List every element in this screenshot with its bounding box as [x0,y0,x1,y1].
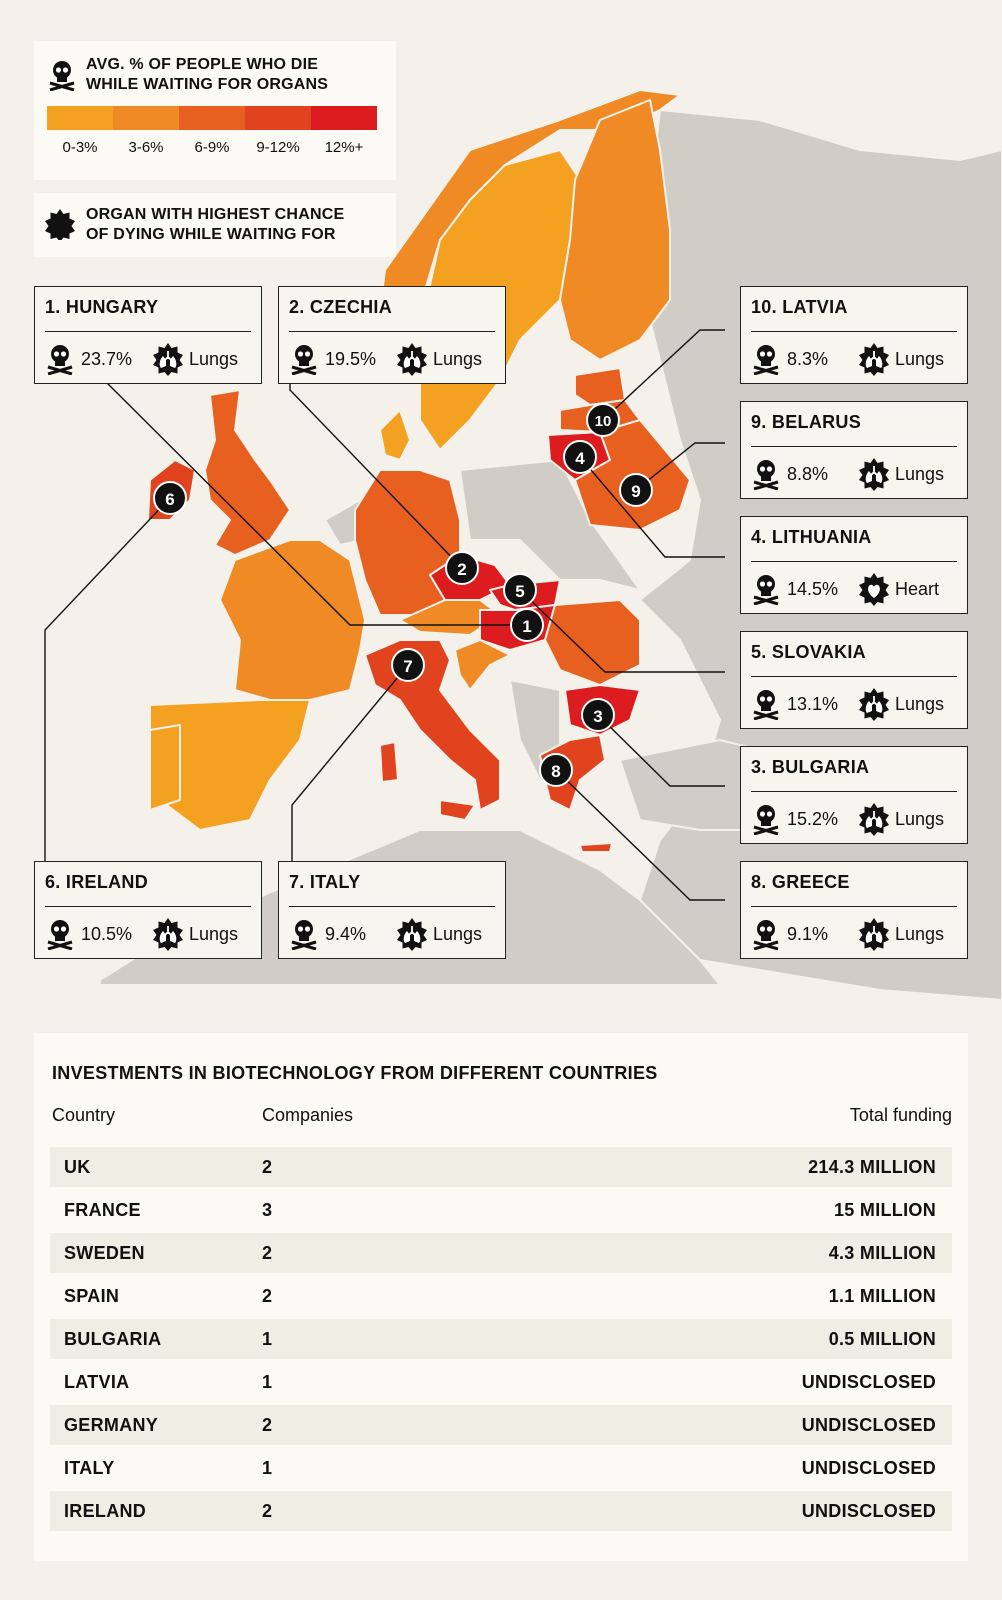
card-title: 8. GREECE [751,872,850,892]
cell-companies: 2 [262,1286,273,1306]
map-marker-5: 5 [503,573,537,607]
denmark [380,410,410,460]
card-percent: 10.5% [81,924,133,944]
header-funding: Total funding [849,1105,952,1125]
portugal [150,725,180,810]
organ-badge-icon [44,208,76,240]
legend-scale-label: 0-3% [62,139,98,156]
finland [560,100,670,360]
card-divider [751,906,957,907]
cell-funding: 214.3 MILLION [808,1157,936,1177]
cell-funding: UNDISCLOSED [801,1372,936,1392]
lungs-icon [396,343,428,382]
legend-organ-line1: ORGAN WITH HIGHEST CHANCE [86,206,345,223]
card-organ: Lungs [895,924,945,944]
table-row [50,1405,952,1445]
legend-scale-swatch [245,106,311,130]
legend-organ-title [86,205,344,245]
cell-country: LATVIA [64,1372,130,1392]
country-card [34,861,262,959]
header-country: Country [52,1105,116,1125]
skull-crossbones-icon [47,59,77,91]
card-divider [751,676,957,677]
card-title: 4. LITHUANIA [751,527,872,547]
country-card [740,861,968,959]
legend-scale-swatch [311,106,377,130]
france [220,540,365,700]
legend-title-line1: AVG. % OF PEOPLE WHO DIE [86,56,319,73]
country-card [740,516,968,614]
legend-scale-swatch [113,106,179,130]
legend-organ-line2: OF DYING WHILE WAITING FOR [86,226,336,243]
cell-country: IRELAND [64,1501,147,1521]
estonia [575,368,625,405]
cell-country: UK [64,1157,91,1177]
table-row [50,1147,952,1187]
card-title: 2. CZECHIA [289,297,393,317]
skull-crossbones-icon [45,918,75,955]
lungs-icon [396,918,428,957]
card-title: 7. ITALY [289,872,361,892]
map-marker-2: 2 [445,551,479,585]
card-divider [45,331,251,332]
cell-companies: 1 [262,1458,273,1478]
lungs-icon [152,343,184,382]
card-organ: Lungs [895,349,945,369]
country-card [740,401,968,499]
map-marker-7: 7 [391,648,425,682]
card-percent: 15.2% [787,809,839,829]
skull-crossbones-icon [751,918,781,955]
cell-companies: 1 [262,1372,273,1392]
lungs-icon [858,803,890,842]
cell-funding: 15 MILLION [833,1200,936,1220]
legend-scale-label: 3-6% [128,139,164,156]
card-title: 6. IRELAND [45,872,149,892]
legend-scale-label: 12%+ [324,139,364,156]
card-organ: Lungs [433,349,483,369]
card-divider [289,906,495,907]
card-organ: Lungs [189,349,239,369]
map-marker-4: 4 [563,440,597,474]
legend-death-rate [34,41,396,180]
table-row [50,1491,952,1531]
sicily [440,800,475,820]
card-percent: 8.8% [787,464,829,484]
country-card [740,746,968,844]
table-row [50,1276,952,1316]
country-card [740,631,968,729]
legend-organ [34,193,396,257]
cell-funding: 0.5 MILLION [828,1329,936,1349]
card-divider [751,791,957,792]
skull-crossbones-icon [751,688,781,725]
country-card [278,286,506,384]
map-marker-8: 8 [539,753,573,787]
table-row [50,1362,952,1402]
cell-companies: 2 [262,1157,273,1177]
cell-companies: 1 [262,1329,273,1349]
cell-country: FRANCE [64,1200,141,1220]
cell-funding: UNDISCLOSED [801,1415,936,1435]
skull-crossbones-icon [751,573,781,610]
map-marker-10: 10 [586,403,620,437]
card-percent: 9.1% [787,924,829,944]
card-title: 3. BULGARIA [751,757,870,777]
table-row [50,1190,952,1230]
cell-companies: 3 [262,1200,273,1220]
table-row [50,1319,952,1359]
lungs-icon [152,918,184,957]
skull-crossbones-icon [751,458,781,495]
map-marker-3: 3 [581,698,615,732]
country-card [740,286,968,384]
card-percent: 14.5% [787,579,839,599]
lungs-icon [858,918,890,957]
legend-scale-label: 9-12% [256,139,300,156]
legend-scale-label: 6-9% [194,139,230,156]
card-title: 5. SLOVAKIA [751,642,866,662]
table-row [50,1233,952,1273]
skull-crossbones-icon [751,343,781,380]
cell-country: SPAIN [64,1286,120,1306]
cell-funding: UNDISCLOSED [801,1501,936,1521]
cell-country: ITALY [64,1458,115,1478]
country-card [278,861,506,959]
map-marker-1: 1 [510,608,544,642]
table-row [50,1448,952,1488]
sardinia [380,742,398,782]
lungs-icon [858,688,890,727]
skull-crossbones-icon [289,918,319,955]
cell-funding: 1.1 MILLION [828,1286,936,1306]
uk [205,390,290,555]
legend-title-line2: WHILE WAITING FOR ORGANS [86,76,329,93]
card-title: 1. HUNGARY [45,297,159,317]
card-divider [289,331,495,332]
cell-country: GERMANY [64,1415,159,1435]
card-percent: 19.5% [325,349,377,369]
lungs-icon [858,458,890,497]
heart-icon [858,573,890,612]
skull-crossbones-icon [751,803,781,840]
map-marker-9: 9 [619,473,653,507]
card-percent: 8.3% [787,349,829,369]
card-title: 10. LATVIA [751,297,848,317]
cell-companies: 2 [262,1415,273,1435]
card-divider [45,906,251,907]
cell-funding: 4.3 MILLION [828,1243,936,1263]
map-marker-6: 6 [153,481,187,515]
legend-scale-swatch [47,106,113,130]
cell-companies: 2 [262,1243,273,1263]
skull-crossbones-icon [45,343,75,380]
card-organ: Lungs [189,924,239,944]
cell-country: SWEDEN [64,1243,145,1263]
skull-crossbones-icon [289,343,319,380]
cell-companies: 2 [262,1501,273,1521]
card-percent: 23.7% [81,349,133,369]
cell-country: BULGARIA [64,1329,162,1349]
legend-scale-swatch [179,106,245,130]
legend-title [86,55,328,95]
country-card [34,286,262,384]
crete [580,843,612,852]
card-organ: Lungs [895,694,945,714]
card-divider [751,446,957,447]
card-organ: Heart [895,579,940,599]
card-organ: Lungs [433,924,483,944]
card-organ: Lungs [895,809,945,829]
header-companies: Companies [262,1105,354,1125]
table-title: INVESTMENTS IN BIOTECHNOLOGY FROM DIFFERENT COUNTRIES [52,1063,658,1083]
card-organ: Lungs [895,464,945,484]
card-title: 9. BELARUS [751,412,862,432]
card-divider [751,561,957,562]
card-divider [751,331,957,332]
lungs-icon [858,343,890,382]
cell-funding: UNDISCLOSED [801,1458,936,1478]
card-percent: 13.1% [787,694,839,714]
card-percent: 9.4% [325,924,367,944]
investments-table [34,1033,968,1561]
